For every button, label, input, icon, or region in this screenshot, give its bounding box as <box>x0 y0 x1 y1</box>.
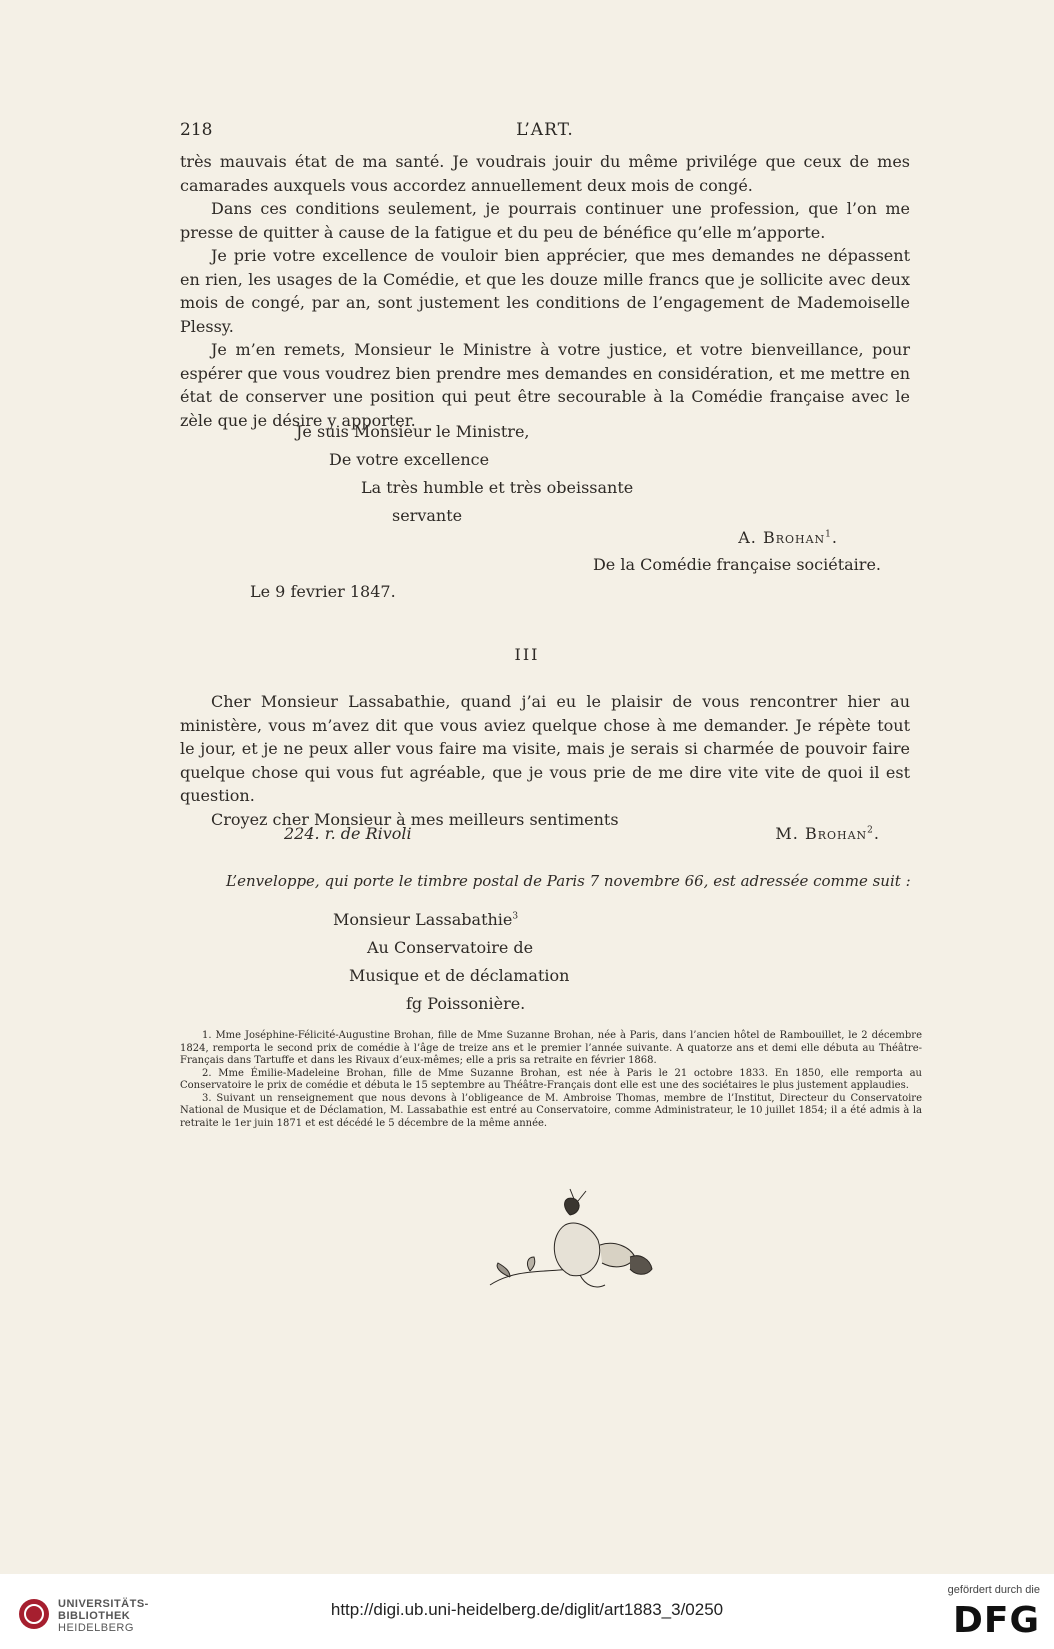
funding-caption: gefördert durch die <box>947 1584 1040 1596</box>
footnote: 3. Suivant un renseignement que nous devons à l’obligeance de M. Ambroise Thomas, membre de l’Institut, Directeur du Conservatoire National de Musique et de Déclamation, M. Lassabathie est entré au Conservatoire, comme Administrateur, le 10 juillet 1854; il a été admis à la retraite le 1er juin 1871 et est décédé le 5 décembre de la même année. <box>180 1092 922 1129</box>
page-number: 218 <box>180 120 213 140</box>
letter-body <box>180 150 910 432</box>
section-number: III <box>514 645 540 664</box>
closing-line: La très humble et très obeissante <box>361 478 634 497</box>
paragraph: Cher Monsieur Lassabathie, quand j’ai eu le plaisir de vous rencontrer hier au ministère, vous m’avez dit que vous aviez quelque chose à me demander. Je répète tout le jour, et je ne peux aller vous faire ma visite, mais je serais si charmée de pouvoir faire quelque chose qui vous fut agréable, que je vous prie de me dire vite vite de quoi il est question. <box>180 692 910 805</box>
footnote: 1. Mme Joséphine-Félicité-Augustine Brohan, fille de Mme Suzanne Brohan, née à Paris, dans l’ancien hôtel de Rambouillet, le 2 décembre 1824, remporta le second prix de comédie à l’âge de treize ans et le premier l’année suivante. A quatorze ans et demi elle débuta au Théâtre-Français dans Tartuffe et dans les Rivaux d’eux-mêmes; elle a pris sa retraite en février 1868. <box>180 1030 922 1066</box>
paragraph: Je prie votre excellence de vouloir bien apprécier, que mes demandes ne dépassent en rien, les usages de la Comédie, et que les douze mille francs que je sollicite avec deux mois de congé, par an, sont justement les conditions de l’engagement de Mademoiselle Plessy. <box>180 246 910 336</box>
envelope-line: fg Poissonière. <box>406 994 526 1013</box>
envelope-intro: L’enveloppe, qui porte le timbre postal de Paris 7 novembre 66, est adressée comme suit : <box>226 872 911 890</box>
dfg-logo[interactable] <box>920 1584 1040 1644</box>
footer-bar <box>0 1574 1054 1649</box>
letter2-body <box>180 690 910 831</box>
closing-line: Je suis Monsieur le Ministre, <box>296 422 530 441</box>
closing-line: servante <box>392 506 463 525</box>
closing-line: De votre excellence <box>329 450 490 469</box>
letter-date: Le 9 fevrier 1847. <box>250 582 396 601</box>
envelope-line: Musique et de déclamation <box>349 966 570 985</box>
signature-title: De la Comédie française sociétaire. <box>592 555 881 574</box>
signature: A. Brohan$^1$. <box>738 528 838 547</box>
footnotes <box>180 1030 922 1130</box>
paragraph: très mauvais état de ma santé. Je voudrais jouir du même privilége que ceux de mes camarades auxquels vous accordez annuellement deux mois de congé. <box>180 152 910 195</box>
page-header <box>180 120 910 144</box>
vignette-illustration <box>470 1185 670 1300</box>
paragraph: Dans ces conditions seulement, je pourrais continuer une profession, que l’on me presse de quitter à cause de la fatigue et du peu de bénéfice qu’elle m’apporte. <box>180 199 910 242</box>
envelope-line: Au Conservatoire de <box>367 938 534 957</box>
running-title: L’ART. <box>516 120 574 140</box>
footnote-ref: 2 <box>867 825 874 836</box>
signature: M. Brohan$^2$. <box>775 824 880 843</box>
footnote-ref: 3 <box>512 911 519 922</box>
paragraph: Je m’en remets, Monsieur le Ministre à votre justice, et votre bienveillance, pour espérer que vous voudrez bien prendre mes demandes en considération, et me mettre en état de conserver une position qui peut être secourable à la Comédie française avec le zèle que je désire y apporter. <box>180 340 910 430</box>
footnote: 2. Mme Émilie-Madeleine Brohan, fille de Mme Suzanne Brohan, est née à Paris le 21 octobre 1833. En 1850, elle remporta au Conservatoire le prix de comédie et débuta le 15 septembre au Théâtre-Français dont elle est une des sociétaires le plus justement applaudies. <box>180 1067 922 1091</box>
library-name: UNIVERSITÄTS- BIBLIOTHEK HEIDELBERG <box>58 1598 149 1634</box>
page-url[interactable]: http://digi.ub.uni-heidelberg.de/diglit/art1883_3/0250 <box>330 1600 724 1619</box>
closing-line: Croyez cher Monsieur à mes meilleurs sentiments <box>211 809 619 829</box>
footnote-ref: 1 <box>825 529 832 540</box>
dfg-wordmark: DFG <box>952 1600 1040 1641</box>
sender-address: 224. r. de Rivoli <box>284 824 412 843</box>
envelope-line: Monsieur Lassabathie$^3$ <box>333 910 519 929</box>
